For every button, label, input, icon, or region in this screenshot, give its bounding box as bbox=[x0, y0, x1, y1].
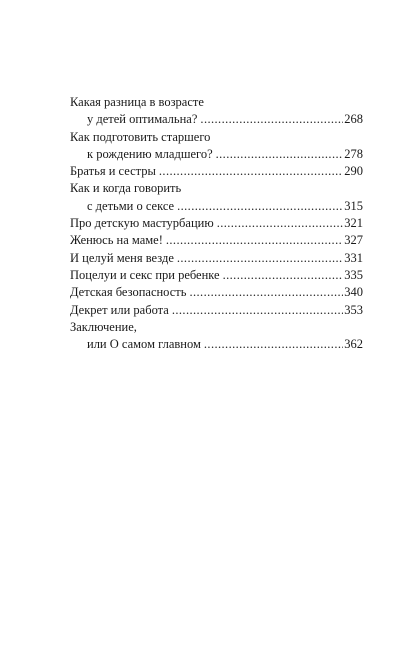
dot-leader bbox=[216, 146, 344, 163]
page-number: 321 bbox=[344, 216, 363, 231]
toc-line bbox=[70, 302, 363, 319]
dot-leader bbox=[166, 232, 343, 249]
toc-line bbox=[70, 111, 363, 128]
toc-line bbox=[70, 180, 363, 197]
dot-leader bbox=[189, 284, 343, 301]
toc-entry bbox=[70, 215, 363, 232]
toc-entry bbox=[70, 163, 363, 180]
page-number: 268 bbox=[344, 112, 363, 127]
toc-line bbox=[70, 284, 363, 301]
dot-leader bbox=[172, 302, 343, 319]
dot-leader bbox=[223, 267, 344, 284]
table-of-contents bbox=[70, 94, 363, 353]
page-number: 335 bbox=[344, 267, 363, 282]
page-number: 362 bbox=[344, 337, 363, 352]
entry-title-continued: или О самом главном bbox=[87, 337, 201, 352]
entry-title-continued: к рождению младшего? bbox=[87, 146, 213, 161]
page-number: 331 bbox=[344, 250, 363, 265]
page-number: 340 bbox=[344, 285, 363, 300]
toc-entry bbox=[70, 129, 363, 164]
entry-title-continued: у детей оптимальна? bbox=[87, 112, 198, 127]
toc-entry bbox=[70, 94, 363, 129]
dot-leader bbox=[159, 163, 343, 180]
toc-entry bbox=[70, 284, 363, 301]
entry-title: Детская безопасность bbox=[70, 285, 187, 300]
toc-line bbox=[70, 250, 363, 267]
entry-title: И целуй меня везде bbox=[70, 250, 174, 265]
page-number: 278 bbox=[344, 146, 363, 161]
toc-line bbox=[70, 163, 363, 180]
entry-title: Как и когда говорить bbox=[70, 181, 182, 196]
page-number: 315 bbox=[344, 198, 363, 213]
toc-entry bbox=[70, 319, 363, 354]
dot-leader bbox=[200, 111, 343, 128]
page-number: 353 bbox=[344, 302, 363, 317]
dot-leader bbox=[177, 250, 343, 267]
toc-entry bbox=[70, 180, 363, 215]
toc-line bbox=[70, 267, 363, 284]
dot-leader bbox=[204, 336, 343, 353]
entry-title: Какая разница в возрасте bbox=[70, 95, 204, 109]
dot-leader bbox=[177, 198, 343, 215]
dot-leader bbox=[217, 215, 344, 232]
entry-title: Про детскую мастурбацию bbox=[70, 216, 214, 231]
toc-entry bbox=[70, 232, 363, 249]
page-number: 327 bbox=[344, 233, 363, 248]
toc-entry bbox=[70, 302, 363, 319]
entry-title: Поцелуи и секс при ребенке bbox=[70, 267, 220, 282]
toc-entry bbox=[70, 267, 363, 284]
entry-title: Братья и сестры bbox=[70, 164, 156, 179]
toc-line bbox=[70, 232, 363, 249]
toc-entry bbox=[70, 250, 363, 267]
toc-line bbox=[70, 198, 363, 215]
entry-title-continued: с детьми о сексе bbox=[87, 198, 175, 213]
toc-line bbox=[70, 319, 363, 336]
toc-line bbox=[70, 336, 363, 353]
entry-title: Женюсь на маме! bbox=[70, 233, 163, 248]
page-number: 290 bbox=[344, 164, 363, 179]
entry-title: Заключение, bbox=[70, 319, 137, 334]
toc-line bbox=[70, 215, 363, 232]
toc-line bbox=[70, 94, 363, 111]
toc-line bbox=[70, 146, 363, 163]
toc-line bbox=[70, 129, 363, 146]
entry-title: Как подготовить старшего bbox=[70, 129, 211, 144]
entry-title: Декрет или работа bbox=[70, 302, 169, 317]
